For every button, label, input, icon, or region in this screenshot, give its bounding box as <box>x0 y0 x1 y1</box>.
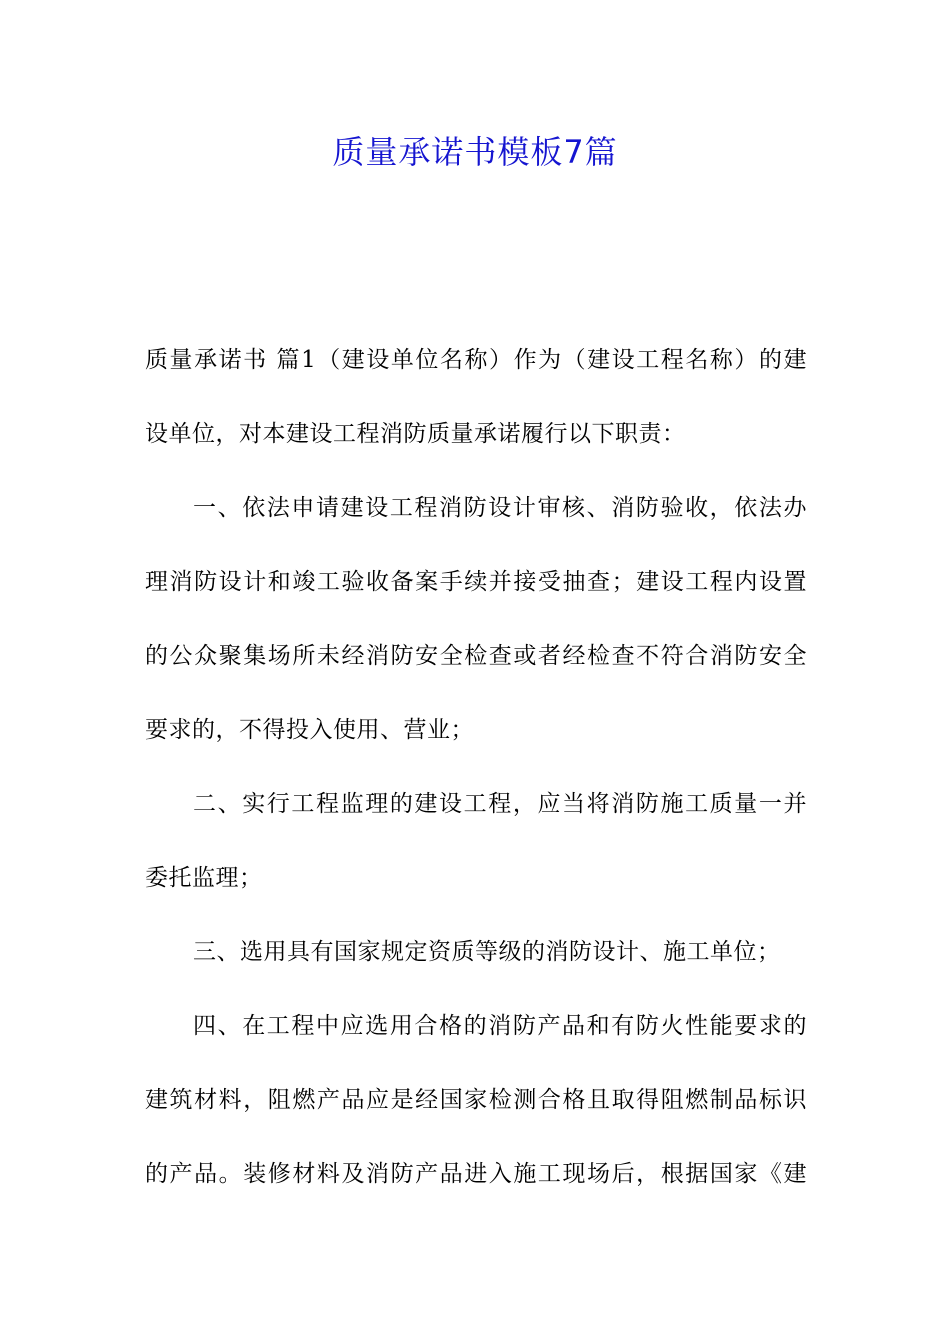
paragraph-line: 建筑材料，阻燃产品应是经国家检测合格且取得阻燃制品标识 <box>145 1087 807 1113</box>
paragraph-line: 的产品。装修材料及消防产品进入施工现场后，根据国家《建 <box>145 1161 807 1187</box>
paragraph-line: 一、依法申请建设工程消防设计审核、消防验收，依法办 <box>193 495 807 521</box>
paragraph-line: 的公众聚集场所未经消防安全检查或者经检查不符合消防安全 <box>145 643 807 669</box>
paragraph-line: 设单位，对本建设工程消防质量承诺履行以下职责： <box>145 421 686 447</box>
paragraph-line: 要求的，不得投入使用、营业； <box>145 717 474 743</box>
document-title: 质量承诺书模板7篇 <box>332 133 618 171</box>
paragraph-line: 四、在工程中应选用合格的消防产品和有防火性能要求的 <box>193 1013 807 1039</box>
paragraph-line: 质量承诺书 篇1（建设单位名称）作为（建设工程名称）的建 <box>145 347 807 373</box>
paragraph-line: 委托监理； <box>145 865 263 891</box>
paragraph-line: 二、实行工程监理的建设工程，应当将消防施工质量一并 <box>193 791 807 817</box>
paragraph-line: 理消防设计和竣工验收备案手续并接受抽查；建设工程内设置 <box>145 569 807 595</box>
paragraph-line: 三、选用具有国家规定资质等级的消防设计、施工单位； <box>193 939 781 965</box>
